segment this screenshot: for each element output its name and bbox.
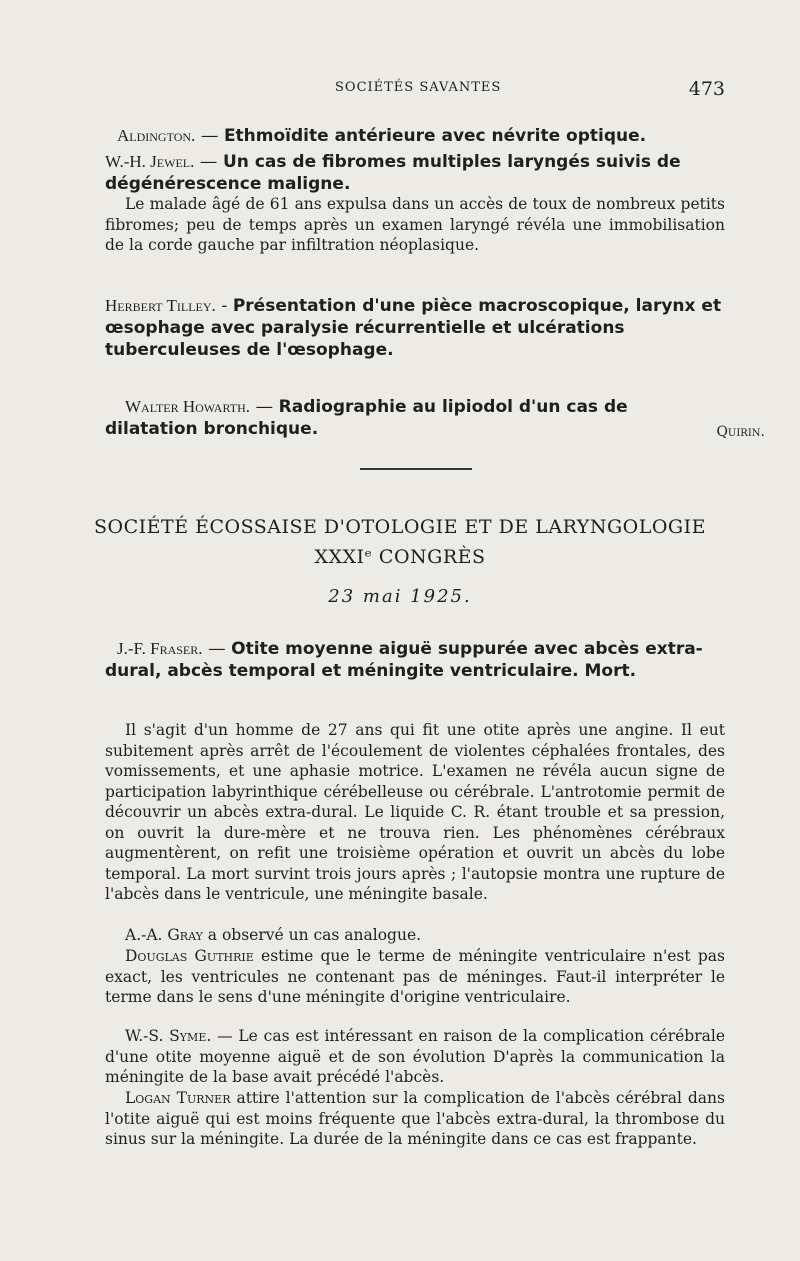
paragraph-gray: A.-A. Gray a observé un cas analogue. [125,926,422,944]
discussant-name: Logan Turner [125,1089,231,1107]
entry-jewel: W.-H. Jewel. — Un cas de fibromes multiples laryngés suivis de dégénérescence maligne. [105,152,681,194]
section-heading: SOCIÉTÉ ÉCOSSAISE D'OTOLOGIE ET DE LARYNGOLOGIE [94,516,706,538]
entry-author: Aldington. [117,126,196,145]
section-divider [360,468,472,470]
entry-tilley: Herbert Tilley. - Présentation d'une pièce macroscopique, larynx et œsophage avec paralysie récurrentielle et ulcérations tuberculeuses de l'œsophage. [105,296,722,360]
congress-date: 23 mai 1925. [328,586,472,607]
entry-author: J.-F. Fraser. [117,639,203,658]
paragraph-turner: Logan Turner attire l'attention sur la complication de l'abcès cérébral dans l'otite aiguë qui est moins fréquente que l'abcès extra-dural, la thrombose du sinus sur la méningite. La durée de la méningite dans ce cas est frappante. [105,1089,725,1148]
signature-quirin: Quirin. [716,424,765,440]
entry-title: Ethmoïdite antérieure avec névrite optique. [223,126,647,146]
entry-author: Walter Howarth. [125,397,250,416]
page-header [105,78,725,102]
paragraph-syme: W.-S. Syme. — Le cas est intéressant en raison de la complication cérébrale d'une otite moyenne aiguë et de son évolution D'après la communication la méningite de la base avait précédé l'abcès. [105,1027,725,1086]
discussant-name: A.-A. Gray [125,926,203,944]
entry-title: Un cas de fibromes multiples laryngés suivis de dégénérescence maligne. [105,152,681,194]
entry-author: Herbert Tilley. [105,296,216,315]
paragraph-case-description: Il s'agit d'un homme de 27 ans qui fit une otite après une angine. Il eut subitement après arrêt de l'écoulement de violentes céphalées frontales, des vomissements, et une aphasie motrice. L'examen ne révéla aucun signe de participation labyrinthique cérébelleuse ou cérébrale. L'antrotomie permit de découvrir un abcès extra-dural. Le liquide C. R. étant trouble et sa pression, on ouvrit la dure-mère et ne trouva rien. Les phénomènes cérébraux augmentèrent, on refit une troisième opération et ouvrit un abcès du lobe temporal. La mort survint trois jours après ; l'autopsie montra une rupture de l'abcès dans le ventricule, une méningite basale. [105,721,725,903]
entry-author: W.-H. Jewel. [105,152,195,171]
entry-title: Radiographie au lipiodol d'un cas de dilatation bronchique. [105,397,628,439]
discussant-name: Douglas Guthrie [125,947,254,965]
discussant-name: W.-S. Syme. [125,1027,212,1045]
entry-title: Présentation d'une pièce macroscopique, larynx et œsophage avec paralysie récurrentielle et ulcérations tuberculeuses de l'œsophage. [105,296,722,360]
paragraph-guthrie: Douglas Guthrie estime que le terme de méningite ventriculaire n'est pas exact, les ventricules ne contenant pas de méninges. Faut-il interpréter le terme dans le sens d'une méningite d'origine ventriculaire. [105,947,725,1006]
paragraph-jewel-summary: Le malade âgé de 61 ans expulsa dans un accès de toux de nombreux petits fibromes; peu de temps après un examen laryngé révéla une immobilisation de la corde gauche par infiltration néoplasique. [105,195,725,254]
running-title: SOCIÉTÉS SAVANTES [335,80,502,95]
congress-heading: XXXIᵉ CONGRÈS [314,546,486,568]
page-number: 473 [688,78,725,100]
entry-fraser: J.-F. Fraser. — Otite moyenne aiguë suppurée avec abcès extra-dural, abcès temporal et méningite ventriculaire. Mort. [105,639,703,681]
entry-howarth: Walter Howarth. — Radiographie au lipiodol d'un cas de dilatation bronchique. [105,397,628,439]
entry-aldington: Aldington. — Ethmoïdite antérieure avec névrite optique. [117,126,647,146]
entry-title: Otite moyenne aiguë suppurée avec abcès extra-dural, abcès temporal et méningite ventriculaire. Mort. [105,639,703,681]
